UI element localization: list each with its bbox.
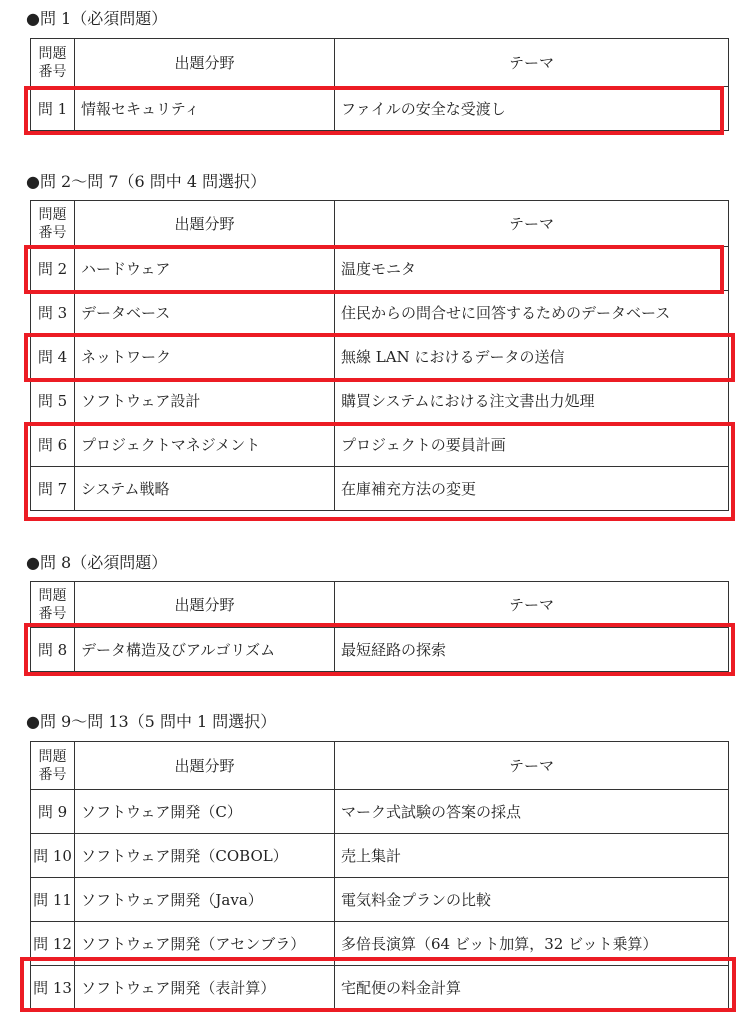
- table-row: [31, 834, 729, 878]
- header-number-line1: 問題: [38, 45, 67, 62]
- question-field: ソフトウェア設計: [75, 379, 335, 423]
- header-number-line1: 問題: [38, 587, 67, 604]
- header-field: 出題分野: [75, 201, 335, 247]
- question-theme: 売上集計: [335, 834, 729, 878]
- header-number: [31, 39, 75, 87]
- header-theme: テーマ: [335, 742, 729, 790]
- table-header-row: [31, 582, 729, 628]
- question-number: 問 4: [31, 335, 75, 379]
- question-field: データ構造及びアルゴリズム: [75, 628, 335, 672]
- question-theme: ファイルの安全な受渡し: [335, 87, 729, 131]
- question-theme: プロジェクトの要員計画: [335, 423, 729, 467]
- section-2-title: ●問 2〜問 7（6 問中 4 問選択）: [26, 172, 267, 191]
- question-theme: 購買システムにおける注文書出力処理: [335, 379, 729, 423]
- highlight-box-q1: [24, 86, 724, 135]
- header-theme: テーマ: [335, 201, 729, 247]
- header-field: 出題分野: [75, 582, 335, 628]
- highlight-box-q13: [20, 957, 736, 1012]
- question-theme: 宅配便の料金計算: [335, 966, 729, 1010]
- question-field: データベース: [75, 291, 335, 335]
- header-number-line2: 番号: [38, 224, 67, 241]
- question-field: ソフトウェア開発（Java）: [75, 878, 335, 922]
- header-number-line2: 番号: [38, 766, 67, 783]
- question-field: ソフトウェア開発（COBOL）: [75, 834, 335, 878]
- section-3-title: ●問 8（必須問題）: [26, 553, 168, 572]
- question-field: システム戦略: [75, 467, 335, 511]
- question-number: 問 12: [31, 922, 75, 966]
- question-number: 問 8: [31, 628, 75, 672]
- header-number: [31, 201, 75, 247]
- question-number: 問 7: [31, 467, 75, 511]
- table-header-row: [31, 201, 729, 247]
- header-number-line1: 問題: [38, 206, 67, 223]
- highlight-box-q6-q7: [24, 422, 735, 521]
- table-row: [31, 379, 729, 423]
- header-field: 出題分野: [75, 39, 335, 87]
- header-number: [31, 582, 75, 628]
- question-number: 問 2: [31, 247, 75, 291]
- question-number: 問 3: [31, 291, 75, 335]
- question-theme: 最短経路の探索: [335, 628, 729, 672]
- header-number-line2: 番号: [38, 605, 67, 622]
- table-header-row: [31, 742, 729, 790]
- header-number-line1: 問題: [38, 748, 67, 765]
- section-4-title: ●問 9〜問 13（5 問中 1 問選択）: [26, 712, 277, 731]
- question-field: ハードウェア: [75, 247, 335, 291]
- question-theme: 在庫補充方法の変更: [335, 467, 729, 511]
- question-theme: 電気料金プランの比較: [335, 878, 729, 922]
- table-row: [31, 878, 729, 922]
- question-field: ネットワーク: [75, 335, 335, 379]
- header-number: [31, 742, 75, 790]
- question-theme: 多倍長演算（64 ビット加算，32 ビット乗算）: [335, 922, 729, 966]
- table-header-row: [31, 39, 729, 87]
- question-field: ソフトウェア開発（表計算）: [75, 966, 335, 1010]
- section-1-title: ●問 1（必須問題）: [26, 9, 168, 28]
- question-number: 問 1: [31, 87, 75, 131]
- table-row: [31, 790, 729, 834]
- question-field: プロジェクトマネジメント: [75, 423, 335, 467]
- header-theme: テーマ: [335, 582, 729, 628]
- question-theme: 住民からの問合せに回答するためのデータベース: [335, 291, 729, 335]
- table-row: [31, 291, 729, 335]
- header-theme: テーマ: [335, 39, 729, 87]
- question-number: 問 13: [31, 966, 75, 1010]
- highlight-box-q8: [24, 623, 735, 676]
- question-field: ソフトウェア開発（C）: [75, 790, 335, 834]
- question-number: 問 6: [31, 423, 75, 467]
- question-number: 問 11: [31, 878, 75, 922]
- header-number-line2: 番号: [38, 63, 67, 80]
- question-field: 情報セキュリティ: [75, 87, 335, 131]
- question-field: ソフトウェア開発（アセンブラ）: [75, 922, 335, 966]
- question-theme: マーク式試験の答案の採点: [335, 790, 729, 834]
- question-number: 問 10: [31, 834, 75, 878]
- highlight-box-q4: [24, 333, 735, 382]
- question-number: 問 5: [31, 379, 75, 423]
- header-field: 出題分野: [75, 742, 335, 790]
- highlight-box-q2: [24, 245, 724, 294]
- question-number: 問 9: [31, 790, 75, 834]
- question-theme: 無線 LAN におけるデータの送信: [335, 335, 729, 379]
- question-theme: 温度モニタ: [335, 247, 729, 291]
